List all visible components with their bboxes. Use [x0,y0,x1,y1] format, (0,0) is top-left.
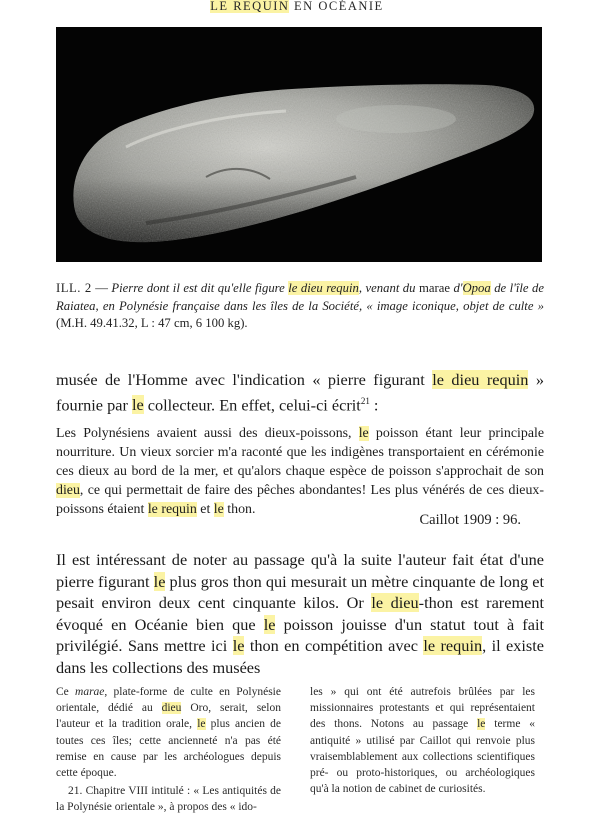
footnote-text: Ce [56,686,76,698]
caption-text: Pierre dont il est dit qu'elle figure [111,281,289,295]
highlight: le [477,718,486,731]
highlight: le [213,501,224,517]
highlight: le [263,614,276,634]
paragraph-text: : [369,395,379,415]
paragraph-text: , il existe dans les collections des musées [56,636,545,677]
caption-text: marae [418,281,450,295]
highlight: le [131,395,144,415]
highlight: le [153,571,166,591]
running-head [0,0,594,13]
caption-dash: — [91,281,112,295]
footnote-text: , plate-forme de culte en Polynésie orientale, dédié au [56,686,281,715]
caption-text: de l'île de Raiatea, en Polynésie française dans les îles de la Société, « image iconique, objet de culte » [56,281,545,313]
highlight: dieu [161,702,182,715]
highlight: le [232,636,245,656]
footnote-text: Oro, serait, selon l'auteur et la tradition orale, [56,702,281,731]
highlight: le [197,718,206,731]
paragraph-text: poisson jouisse d'un statut tout à fait privilégié. Sans mettre ici [56,614,544,656]
quote-text: , ce qui permettait de faire des pêches abondantes! Les plus vénérés de ces dieux-poissons étaient [56,482,544,517]
quote-text: poisson étant leur principale nourriture. Un vieux sorcier m'a raconté que les indigènes transportaient en cérémonie ces dieux au bord de la mer, et qu'alors chaque espèce de poisson s'approchait de son [56,426,545,479]
paragraph-text: thon en compétition avec [244,636,424,656]
quote-citation: Caillot 1909 : 96. [419,512,521,528]
stone-photograph [56,27,542,262]
highlight: le requin [423,636,483,656]
footnotes-right-column [310,684,535,797]
quote-text: Les Polynésiens avaient aussi des dieux-poissons, [56,426,359,441]
caption-highlight: le dieu requin [288,281,359,295]
quote-text: thon. [223,501,256,517]
quote-text: et [196,501,214,517]
footnote-21-continued [310,684,535,797]
caption-text: d' [449,281,463,295]
footnote-text: marae [75,686,105,698]
paragraph-text: » fournie par [56,370,545,415]
footnote-text: terme « antiquité » utilisé par Caillot qui renvoie plus vraisemblablement aux collections scientifiques pré- ou proto-historiques, ou archéologiques qu'à la notion de cabinet de curiosités. [310,718,536,796]
highlight: le dieu [371,593,419,613]
highlight: le dieu requin [432,370,529,389]
paragraph-text: -thon est rarement évoqué en Océanie bien que [56,593,545,634]
highlight: le requin [147,501,197,517]
highlight: le [358,426,369,441]
stone-photo-image [56,27,542,262]
footnote-marae [56,684,281,781]
paragraph-text: collecteur. En effet, celui-ci écrit [143,395,361,415]
paragraph-text: musée de l'Homme avec l'indication « pierre figurant [56,370,433,389]
footnote-21: 21. Chapitre VIII intitulé : « Les antiquités de la Polynésie orientale », à propos des « ido- [56,785,281,814]
caption-text: , venant du [358,281,419,295]
paragraph-text: plus gros thon qui mesurait un mètre cinquante de long et pesait environ deux cent cinquante kilos. Or [56,571,545,613]
footnote-ref-21: 21 [360,395,370,406]
highlight: dieu [56,482,80,498]
block-quote [56,425,544,520]
illustration-caption [56,280,544,333]
footnote-text: les » qui ont été autrefois brûlées par les missionnaires protestants et qui représentaient des thons. Notons au passage [310,686,535,731]
caption-label: ILL. 2 [56,281,92,295]
body-paragraph-2 [56,549,544,679]
paragraph-text: Il est intéressant de noter au passage qu'à la suite l'auteur fait état d'une pierre figurant [56,550,544,591]
footnote-text: plus ancien de toutes ces îles; cette ancienneté n'a pas été remise en cause par les archéologues depuis cette époque. [56,718,281,780]
running-head-highlight: LE REQUIN [210,0,290,13]
caption-reference: (M.H. 49.41.32, L : 47 cm, 6 100 kg). [56,316,248,331]
caption-highlight: Opoa [462,281,491,295]
body-paragraph-1 [56,369,544,416]
running-head-rest: EN OCÉANIE [289,0,384,13]
